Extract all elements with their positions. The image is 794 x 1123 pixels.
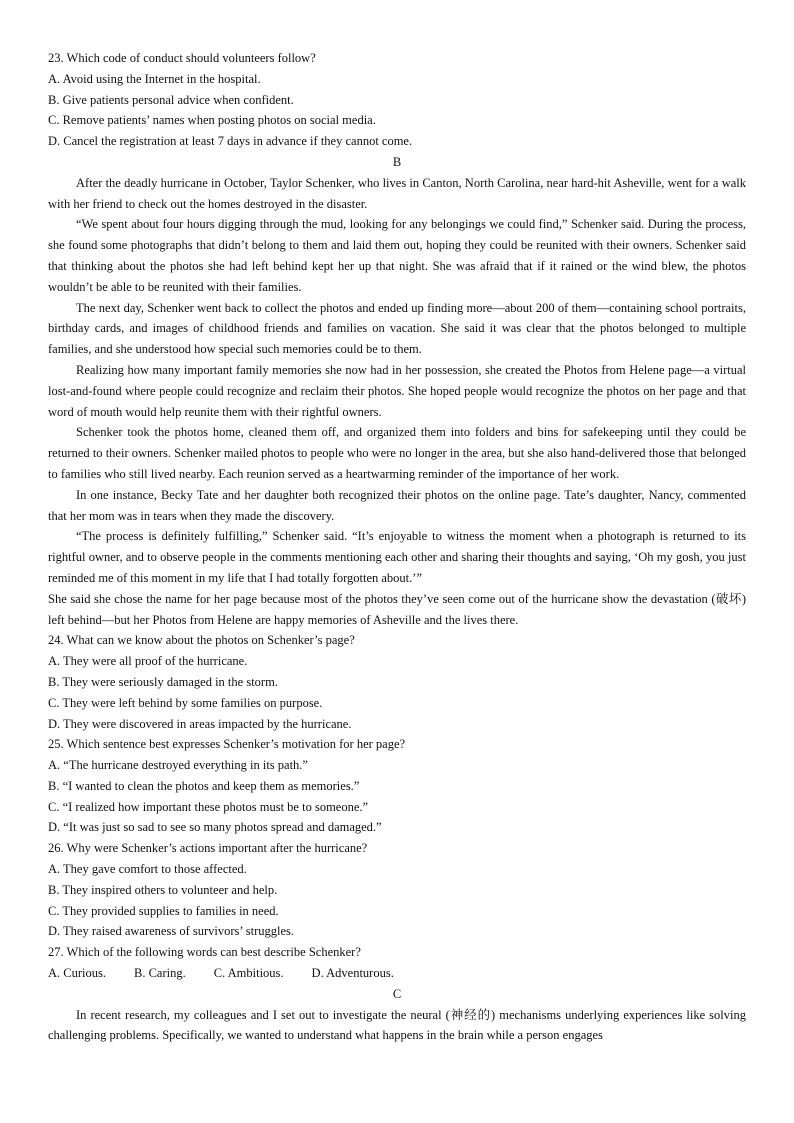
passage-b-paragraph: “The process is definitely fulfilling,” Schenker said. “It’s enjoyable to witness the moment when a photograph is returned to its rightful owner, and to observe people in the comments mentioning each other and sharing their thoughts and saying, ‘Oh my gosh, you just reminded me of this moment in my life that I had totally forgotten about.’” <box>48 529 746 585</box>
question-25-option-b: B. “I wanted to clean the photos and keep them as memories.” <box>48 778 360 793</box>
passage-b-paragraph: After the deadly hurricane in October, Taylor Schenker, who lives in Canton, North Carolina, near hard-hit Asheville, went for a walk with her friend to check out the homes destroyed in the disaster. <box>48 175 746 211</box>
question-26-option-d: D. They raised awareness of survivors’ struggles. <box>48 924 295 939</box>
passage-c-paragraph: In recent research, my colleagues and I set out to investigate the neural (神经的) mechanisms underlying experiences like solving challenging problems. Specifically, we wanted to understand what happens in the brain while a person engages <box>48 1007 746 1043</box>
question-23-option-c: C. Remove patients’ names when posting photos on social media. <box>48 113 376 128</box>
question-23: 23. Which code of conduct should volunteers follow? <box>48 51 316 65</box>
question-25-option-d: D. “It was just so sad to see so many photos spread and damaged.” <box>48 820 382 835</box>
passage-b-label: B <box>392 154 402 169</box>
question-27-option-d: D. Adventurous. <box>311 966 394 981</box>
question-27-option-a: A. Curious. <box>48 966 106 981</box>
passage-b-paragraph: In one instance, Becky Tate and her daughter both recognized their photos on the online page. Tate’s daughter, Nancy, commented that her mom was in tears when they made the discovery. <box>48 487 746 523</box>
question-23-option-d: D. Cancel the registration at least 7 days in advance if they cannot come. <box>48 134 413 149</box>
question-26-option-c: C. They provided supplies to families in need. <box>48 903 279 918</box>
question-25-option-c: C. “I realized how important these photos must be to someone.” <box>48 799 369 814</box>
question-26: 26. Why were Schenker’s actions important after the hurricane? <box>48 841 368 856</box>
question-27-option-c: C. Ambitious. <box>213 966 284 981</box>
question-24-option-a: A. They were all proof of the hurricane. <box>48 654 248 669</box>
passage-b-paragraph: “We spent about four hours digging through the mud, looking for any belongings we could find,” Schenker said. During the process, she found some photographs that didn’t belong to them and laid them out, hoping they could be reunited with their owners. Schenker said that thinking about the photos she had left behind kept her up that night. She was afraid that if it rained or the wind blew, the photos wouldn’t be able to be reunited with their families. <box>48 217 746 294</box>
passage-b-paragraph: Realizing how many important family memories she now had in her possession, she created the Photos from Helene page—a virtual lost-and-found where people could recognize and reclaim their photos. She hoped people would recognize the photos on her page and that word of mouth would help reunite them with their rightful owners. <box>48 362 746 419</box>
question-24-option-d: D. They were discovered in areas impacted by the hurricane. <box>48 716 352 731</box>
passage-c-label: C <box>392 986 402 1001</box>
question-26-option-b: B. They inspired others to volunteer and help. <box>48 882 278 897</box>
passage-b-last-paragraph: She said she chose the name for her page because most of the photos they’ve seen come out of the hurricane show the devastation (破坏) left behind—but her Photos from Helene are happy memories of Asheville and the lives there. <box>48 591 746 627</box>
passage-b-paragraph: Schenker took the photos home, cleaned them off, and organized them into folders and bins for safekeeping until they could be returned to their owners. Schenker mailed photos to people who were no longer in the area, but she also hand-delivered those that belonged to families who still lived nearby. Each reunion served as a heartwarming reminder of the importance of her work. <box>48 425 746 481</box>
question-24: 24. What can we know about the photos on Schenker’s page? <box>48 633 355 648</box>
question-27: 27. Which of the following words can best describe Schenker? <box>48 945 361 960</box>
question-25-option-a: A. “The hurricane destroyed everything in its path.” <box>48 758 308 773</box>
question-23-option-a: A. Avoid using the Internet in the hospital. <box>48 71 261 86</box>
question-27-options <box>48 963 746 984</box>
question-24-option-c: C. They were left behind by some families on purpose. <box>48 695 323 710</box>
question-26-option-a: A. They gave comfort to those affected. <box>48 862 247 877</box>
question-27-option-b: B. Caring. <box>134 966 186 981</box>
exam-page <box>48 48 746 1046</box>
question-23-option-b: B. Give patients personal advice when confident. <box>48 92 294 107</box>
question-24-option-b: B. They were seriously damaged in the storm. <box>48 674 278 689</box>
passage-b-paragraph: The next day, Schenker went back to collect the photos and ended up finding more—about 200 of them—containing school portraits, birthday cards, and images of childhood friends and families on vacation. She said it was clear that the photos belonged to multiple families, and she understood how special such memories could be to them. <box>48 300 746 357</box>
question-25: 25. Which sentence best expresses Schenker’s motivation for her page? <box>48 737 406 752</box>
